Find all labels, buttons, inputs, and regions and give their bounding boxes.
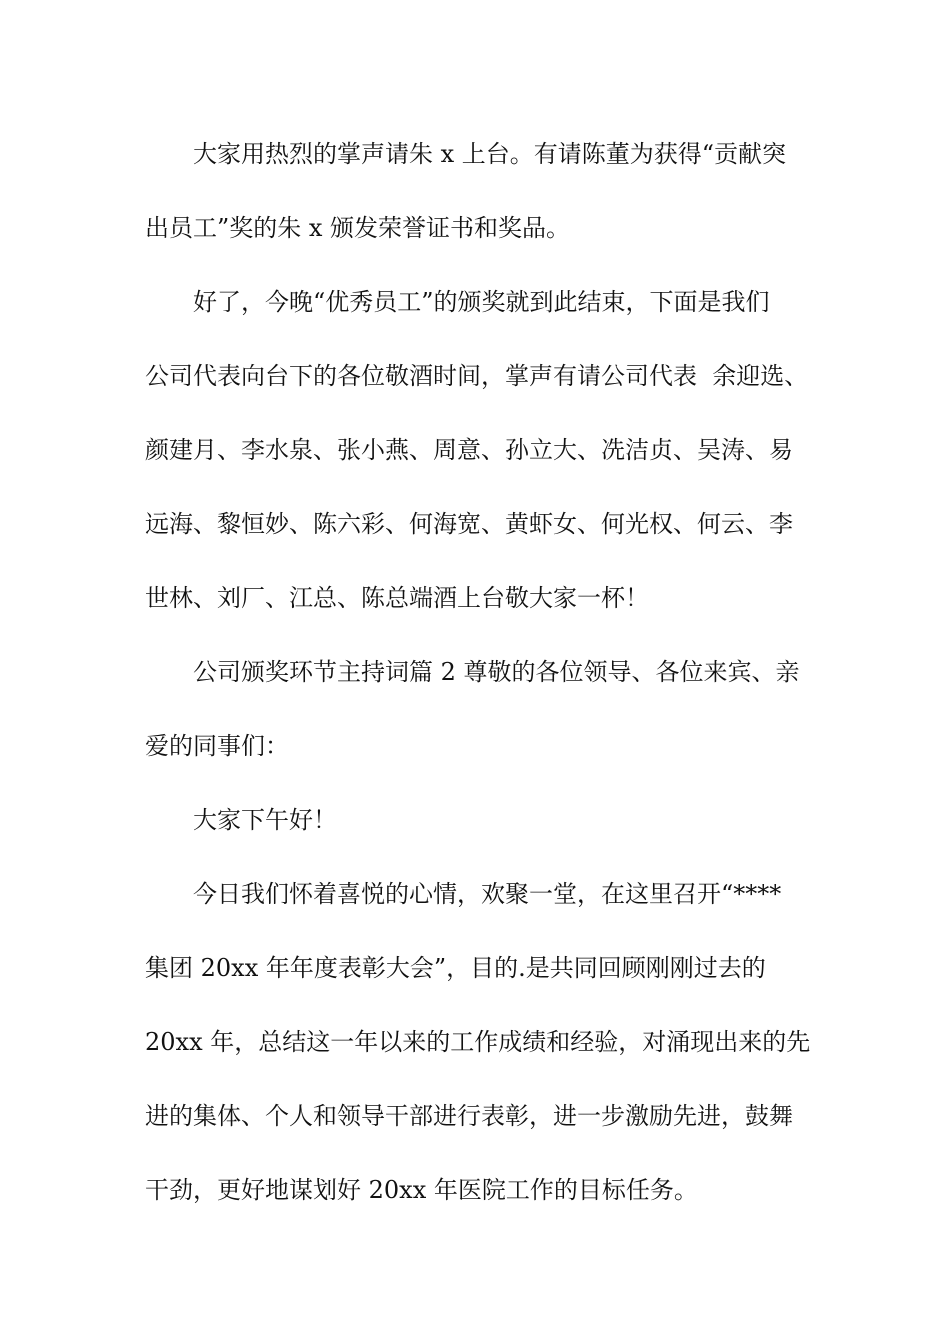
paragraph-line: 世林、刘厂、江总、陈总端酒上台敬大家一杯！ [145, 584, 649, 612]
paragraph-line: 颜建月、李水泉、张小燕、周意、孙立大、冼洁贞、吴涛、易 [145, 436, 793, 464]
paragraph-line: 大家下午好！ [193, 806, 337, 834]
paragraph-line: 大家用热烈的掌声请朱 x 上台。有请陈董为获得“贡献突 [193, 140, 787, 168]
paragraph-line: 公司代表向台下的各位敬酒时间，掌声有请公司代表 余迎选、 [145, 362, 809, 390]
paragraph-line: 进的集体、个人和领导干部进行表彰，进一步激励先进，鼓舞 [145, 1102, 793, 1130]
paragraph-line: 爱的同事们： [145, 732, 289, 760]
paragraph-line: 干劲，更好地谋划好 20xx 年医院工作的目标任务。 [145, 1176, 698, 1204]
paragraph-line: 远海、黎恒妙、陈六彩、何海宽、黄虾女、何光权、何云、李 [145, 510, 793, 538]
paragraph-line: 公司颁奖环节主持词篇 2 尊敬的各位领导、各位来宾、亲 [193, 658, 800, 686]
paragraph-line: 好了，今晚“优秀员工”的颁奖就到此结束，下面是我们 [193, 288, 770, 316]
paragraph-line: 集团 20xx 年年度表彰大会”，目的.是共同回顾刚刚过去的 [145, 954, 766, 982]
paragraph-line: 今日我们怀着喜悦的心情，欢聚一堂，在这里召开“**** [193, 880, 782, 908]
paragraph-line: 20xx 年，总结这一年以来的工作成绩和经验，对涌现出来的先 [145, 1028, 811, 1056]
paragraph-line: 出员工”奖的朱 x 颁发荣誉证书和奖品。 [145, 214, 571, 242]
